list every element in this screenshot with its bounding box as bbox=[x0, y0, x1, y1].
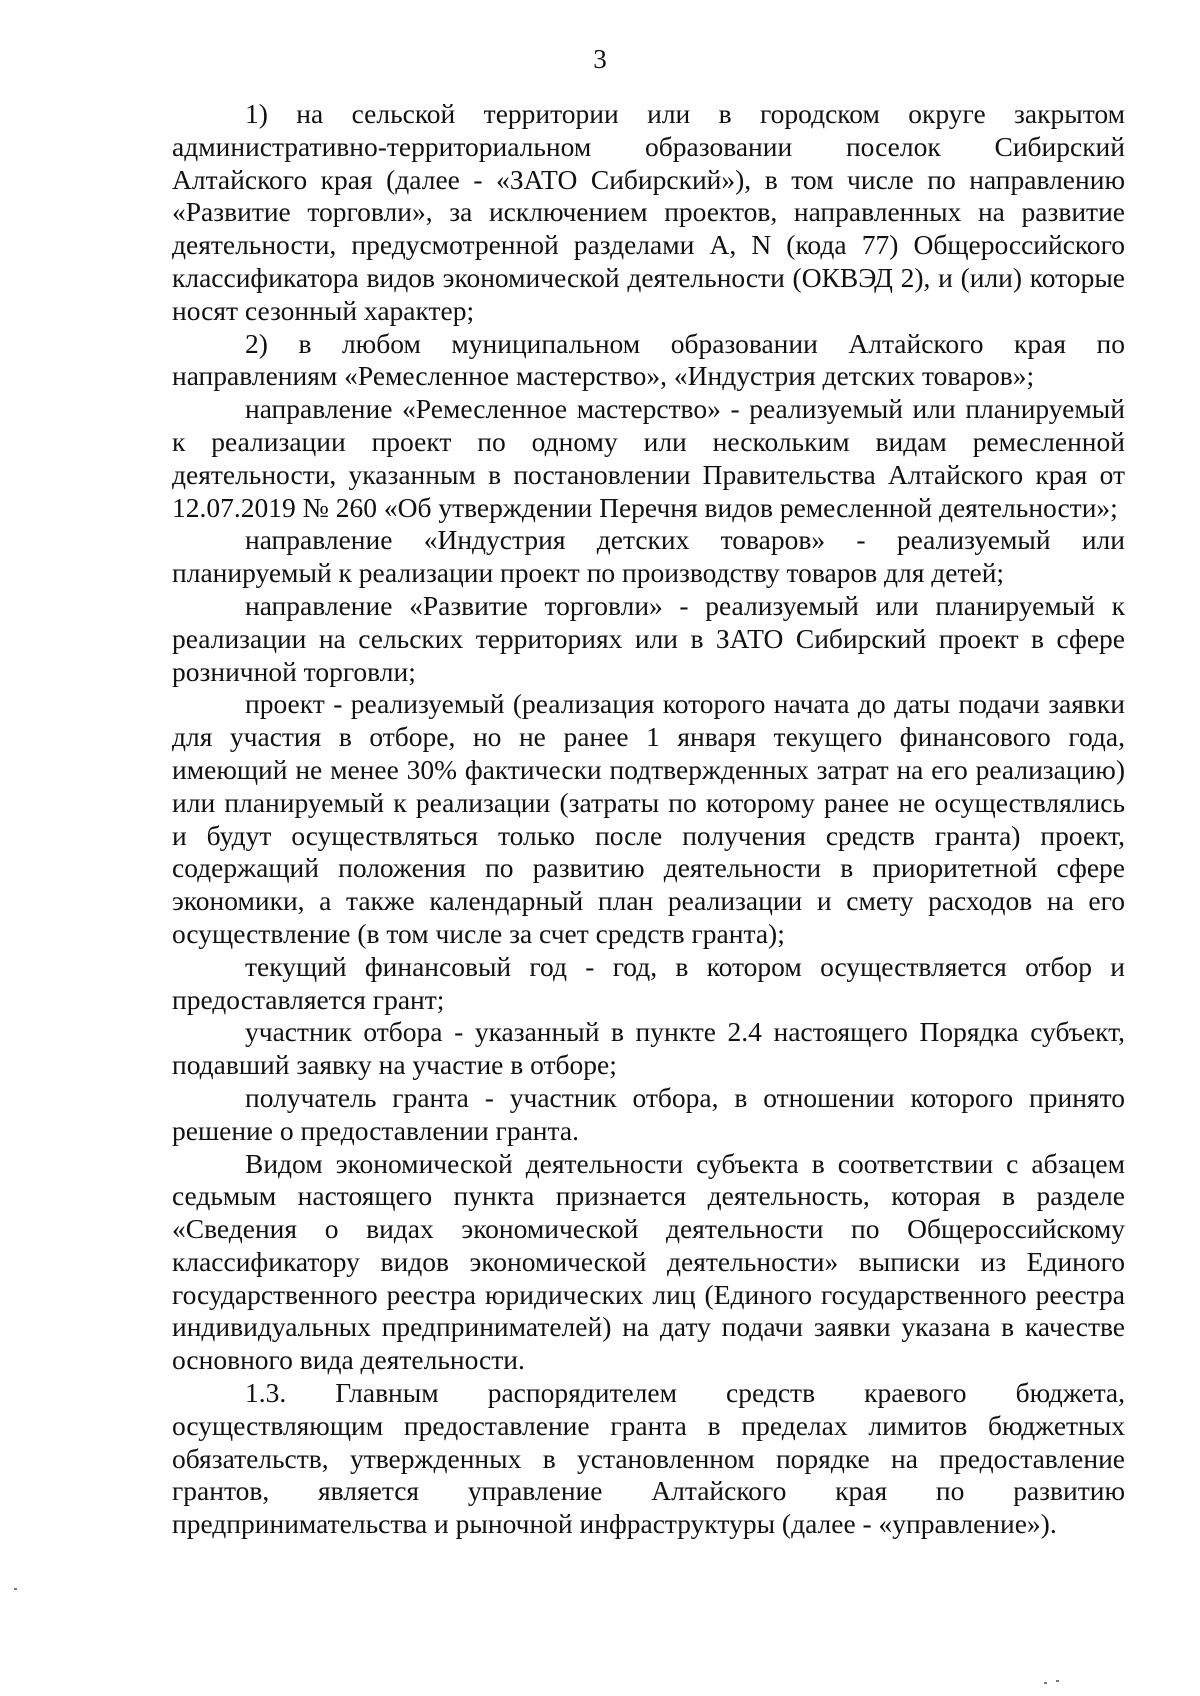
document-body bbox=[172, 98, 1125, 1541]
paragraph-11: 1.3. Главным распорядителем средств краевого бюджета, осуществляющим предоставление гранта в пределах лимитов бюджетных обязательств, утвержденных в установленном порядке на предоставление грантов, является управление Алтайского края по развитию предпринимательства и рыночной инфраструктуры (далее - «управление»). bbox=[172, 1377, 1125, 1540]
paragraph-3: направление «Ремесленное мастерство» - реализуемый или планируемый к реализации проект по одному или нескольким видам ремесленной деятельности, указанным в постановлении Правительства Алтайского края от 12.07.2019 № 260 «Об утверждении Перечня видов ремесленной деятельности»; bbox=[172, 393, 1125, 523]
paragraph-2: 2) в любом муниципальном образовании Алтайского края по направлениям «Ремесленное мастерство», «Индустрия детских товаров»; bbox=[172, 327, 1125, 392]
paragraph-9: получатель гранта - участник отбора, в отношении которого принято решение о предоставлении гранта. bbox=[172, 1081, 1125, 1146]
paragraph-8: участник отбора - указанный в пункте 2.4 настоящего Порядка субъект, подавший заявку на участие в отборе; bbox=[172, 1016, 1125, 1081]
paragraph-5: направление «Развитие торговли» - реализуемый или планируемый к реализации на сельских территориях или в ЗАТО Сибирский проект в сфере розничной торговли; bbox=[172, 589, 1125, 687]
paragraph-6: проект - реализуемый (реализация которого начата до даты подачи заявки для участия в отборе, но не ранее 1 января текущего финансового года, имеющий не менее 30% фактически подтвержденных затрат на его реализацию) или планируемый к реализации (затраты по которому ранее не осуществлялись и будут осуществляться только после получения средств гранта) проект, содержащий положения по развитию деятельности в приоритетной сфере экономики, а также календарный план реализации и смету расходов на его осуществление (в том числе за счет средств гранта); bbox=[172, 688, 1125, 949]
scan-speck bbox=[1056, 1680, 1059, 1682]
scan-speck bbox=[14, 1588, 17, 1590]
page-number: 3 bbox=[593, 44, 607, 74]
paragraph-10: Видом экономической деятельности субъекта в соответствии с абзацем седьмым настоящего пункта признается деятельность, которая в разделе «Сведения о видах экономической деятельности по Общероссийскому классификатору видов экономической деятельности» выписки из Единого государственного реестра юридических лиц (Единого государственного реестра индивидуальных предпринимателей) на дату подачи заявки указана в качестве основного вида деятельности. bbox=[172, 1147, 1125, 1376]
scan-speck bbox=[1044, 1682, 1047, 1684]
paragraph-1: 1) на сельской территории или в городском округе закрытом административно-территориальном образовании поселок Сибирский Алтайского края (далее - «ЗАТО Сибирский»), в том числе по направлению «Развитие торговли», за исключением проектов, направленных на развитие деятельности, предусмотренной разделами А, N (кода 77) Общероссийского классификатора видов экономической деятельности (ОКВЭД 2), и (или) которые носят сезонный характер; bbox=[172, 98, 1125, 326]
paragraph-7: текущий финансовый год - год, в котором осуществляется отбор и предоставляется грант; bbox=[172, 950, 1125, 1015]
paragraph-4: направление «Индустрия детских товаров» - реализуемый или планируемый к реализации проект по производству товаров для детей; bbox=[172, 524, 1125, 589]
